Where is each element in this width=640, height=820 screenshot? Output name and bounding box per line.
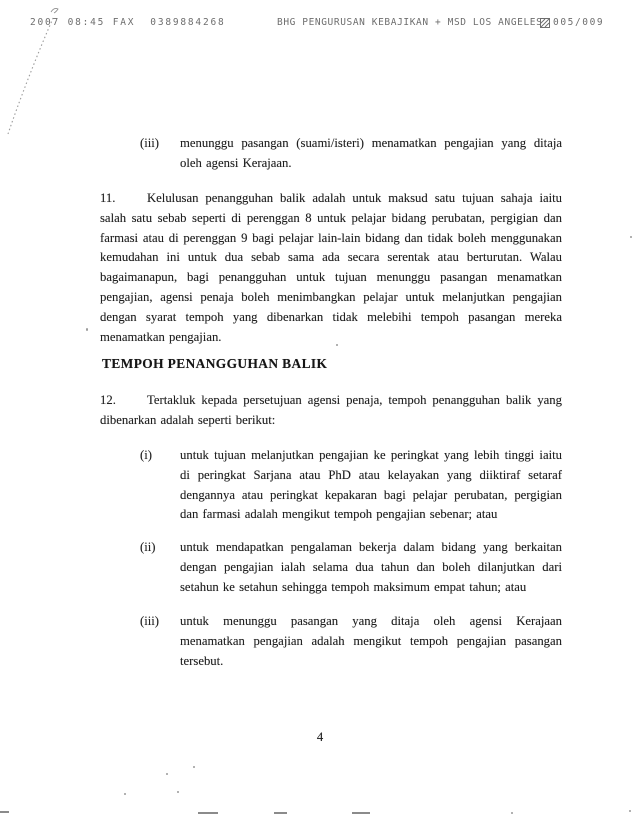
page-number: 4 — [316, 730, 324, 744]
list-item-label: (iii) — [140, 614, 160, 628]
list-item-iii — [140, 612, 562, 671]
list-item-text: untuk menunggu pasangan yang ditaja oleh agensi Kerajaan menamatkan pengajian adalah mengikut tempoh pengajian pasangan tersebut. — [180, 614, 562, 668]
scan-speck — [86, 328, 88, 331]
scan-speck — [630, 236, 632, 238]
fax-page-indicator — [540, 17, 604, 28]
paragraph-11 — [100, 189, 562, 347]
list-item-i — [140, 446, 562, 525]
list-item-ii — [140, 538, 562, 597]
list-item-text: untuk tujuan melanjutkan pengajian ke peringkat yang lebih tinggi iaitu di peringkat Sarjana atau PhD atau kelayakan yang diiktiraf setaraf dengannya atau peringkat kepakaran bagi pelajar perubatan, pergigian dan farmasi adalah mengikut tempoh pengajian sebenar; atau — [180, 448, 562, 522]
scan-speck — [336, 344, 338, 346]
scan-speck — [511, 812, 513, 814]
fax-timestamp: 2007 08:45 FAX 0389884268 — [30, 17, 226, 28]
hatched-square-icon — [540, 18, 550, 28]
section-heading: TEMPOH PENANGGUHAN BALIK — [102, 356, 328, 371]
list-item-iii-continued — [140, 134, 562, 174]
scan-speck — [124, 793, 126, 795]
scan-edge-dash — [274, 812, 287, 814]
fax-sender-line: BHG PENGURUSAN KEBAJIKAN + MSD LOS ANGELES — [277, 17, 543, 28]
scan-edge-dash — [0, 811, 9, 813]
scan-edge-dash — [352, 812, 370, 814]
scan-speck — [629, 810, 631, 812]
scan-speck — [193, 766, 195, 768]
paragraph-12 — [100, 391, 562, 431]
scan-edge-dash — [198, 812, 218, 814]
list-item-text: menunggu pasangan (suami/isteri) menamatkan pengajian yang ditaja oleh agensi Kerajaan. — [180, 136, 562, 170]
paragraph-number: 11. — [100, 191, 116, 205]
list-item-label: (ii) — [140, 540, 156, 554]
fax-page-count: 005/009 — [553, 17, 605, 28]
list-item-text: untuk mendapatkan pengalaman bekerja dalam bidang yang berkaitan dengan pengajian ialah selama dua tahun dan boleh dilanjutkan dari setahun ke setahun sehingga tempoh maksimum empat tahun; atau — [180, 540, 562, 594]
list-item-label: (i) — [140, 448, 152, 462]
paragraph-number: 12. — [100, 393, 116, 407]
list-item-label: (iii) — [140, 136, 160, 150]
scan-speck — [166, 773, 168, 775]
scan-speck — [177, 791, 179, 793]
paragraph-text: Kelulusan penangguhan balik adalah untuk maksud satu tujuan sahaja iaitu salah satu sebab seperti di perenggan 8 untuk pelajar bidang perubatan, pergigian dan farmasi atau di perenggan 9 bagi pelajar lain-lain bidang dan tidak boleh menggunakan kemudahan ini untuk dua sebab sama ada secara serentak atau berturutan. Walau bagaimanapun, bagi penangguhan untuk tujuan menunggu pasangan menamatkan pengajian, agensi penaja boleh menimbangkan pelajar untuk melanjutkan pengajian dengan syarat tempoh yang dibenarkan tidak melebihi tempoh pasangan mereka menamatkan pengajian. — [100, 191, 562, 344]
paragraph-text: Tertakluk kepada persetujuan agensi penaja, tempoh penangguhan balik yang dibenarkan adalah seperti berikut: — [100, 393, 562, 427]
